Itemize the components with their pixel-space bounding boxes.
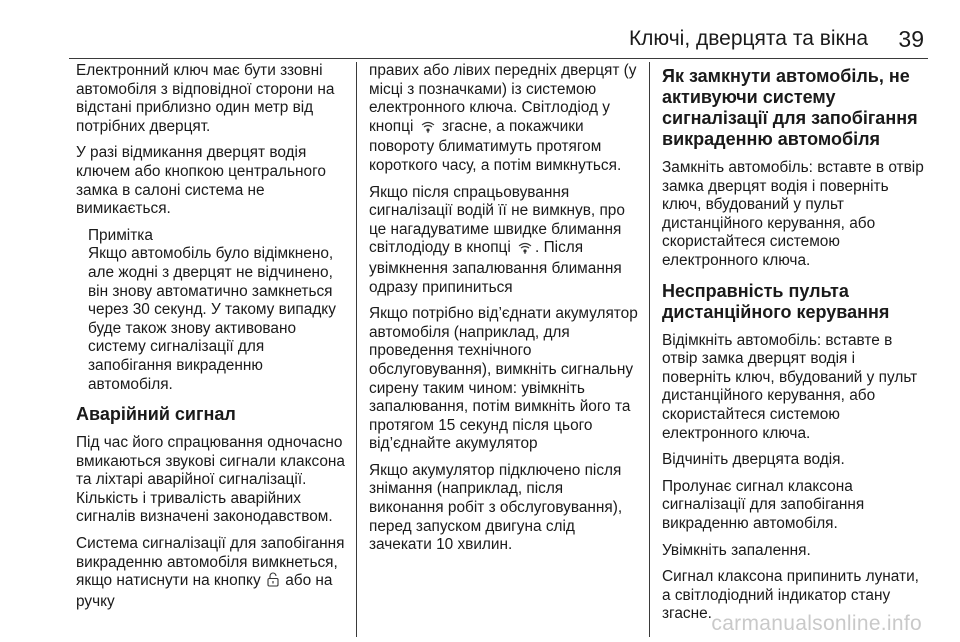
note-title: Примітка [88, 226, 153, 244]
column-left [76, 62, 346, 619]
paragraph-reminder-blink [369, 184, 639, 298]
paragraph-horn-sounds: Пролунає сигнал клаксона сигналізації для запобігання викраденню автомобіля. [662, 477, 865, 532]
paragraph-horn-stops: Сигнал клаксона припинить лунати, а світлодіодний індикатор стану згасне. [662, 568, 919, 623]
paragraph-driver-door-unlock: У разі відмикання дверцят водія ключем або кнопкою центрального замка в салоні система не вимикається. [76, 144, 326, 218]
paragraph-battery-disconnect: Якщо потрібно від’єднати акумулятор автомобіля (наприклад, для проведення технічного обслуговування), вимкніть сигнальну сирену таким чином: увімкніть запалювання, потім вимкніть його та протягом 15 секунд після цього від’єднайте акумулятор [369, 305, 638, 453]
header-divider [69, 58, 928, 59]
paragraph-alarm-trigger: Під час його спрацювання одночасно вмикаються звукові сигнали клаксона та ліхтарі аварійної сигналізації. Кількість і тривалість аварійних сигналів визначені законодавством. [76, 434, 345, 526]
paragraph-door-handle-b: згасне, а покажчики повороту блиматимуть протягом короткого часу, а потім вимкнуться. [369, 117, 622, 174]
paragraph-door-handle-a: правих або лівих передніх дверцят (у місці з позначками) із системою електронного ключа. Світлодіод у кнопці [369, 62, 637, 135]
paragraph-door-handle [369, 62, 639, 176]
paragraph-open-driver-door: Відчиніть дверцята водія. [662, 451, 845, 469]
paragraph-battery-reconnect: Якщо акумулятор підключено після знімання (наприклад, після виконання робіт з обслуговування), перед запуском двигуна слід зачекати 10 хвилин. [369, 461, 623, 554]
paragraph-alarm-disable [76, 535, 346, 611]
paragraph-alarm-disable-b: або на ручку [76, 572, 333, 610]
note-text: Якщо автомобіль було відімкнено, але жодні з дверцят не відчинено, він знову автоматично замкнеться через 30 секунд. У такому випадку буде також знову активовано систему сигналізації для запобігання викраденню автомобіля. [88, 245, 336, 393]
heading-alarm: Аварійний сигнал [76, 404, 236, 425]
heading-lock-without-alarm: Як замкнути автомобіль, не активуючи систему сигналізації для запобігання викраденню автомобіля [662, 66, 918, 149]
paragraph-lock-without-alarm: Замкніть автомобіль: вставте в отвір замка дверцят водія і поверніть ключ, вбудований у пульт дистанційного керування, або скористайтеся системою електронного ключа. [662, 159, 924, 269]
paragraph-reminder-blink-a: Якщо після спрацьовування сигналізації водій її не вимкнув, про це нагадуватиме швидке блимання світлодіоду в кнопці [369, 183, 625, 257]
column-right [662, 62, 927, 632]
paragraph-ignition-on: Увімкніть запалення. [662, 541, 811, 559]
page-title: Ключі, дверцята та вікна [628, 27, 868, 50]
column-middle [369, 62, 639, 563]
paragraph-key-distance: Електронний ключ має бути ззовні автомобіля з відповідної сторони на відстані приблизно один метр від потрібних дверцят. [76, 62, 335, 135]
alarm-led-icon [420, 120, 436, 139]
alarm-led-icon [517, 241, 533, 260]
unlock-icon [267, 572, 279, 593]
page-header [0, 0, 960, 58]
page-number: 39 [898, 26, 924, 52]
paragraph-alarm-disable-a: Система сигналізації для запобігання викраденню автомобіля вимкнеться, якщо натиснути на кнопку [76, 535, 345, 590]
paragraph-reminder-blink-b: . Після увімкнення запалювання блимання одразу припиниться [369, 239, 622, 296]
note-box [88, 227, 346, 394]
column-divider-2 [649, 62, 650, 637]
watermark: carmanualsonline.info [711, 612, 922, 635]
heading-remote-malfunction: Несправність пульта дистанційного керування [662, 280, 890, 322]
column-divider-1 [356, 62, 357, 637]
paragraph-remote-unlock: Відімкніть автомобіль: вставте в отвір замка дверцят водія і поверніть ключ, вбудований у пульт дистанційного керування, або скористайтеся системою електронного ключа. [662, 331, 918, 442]
